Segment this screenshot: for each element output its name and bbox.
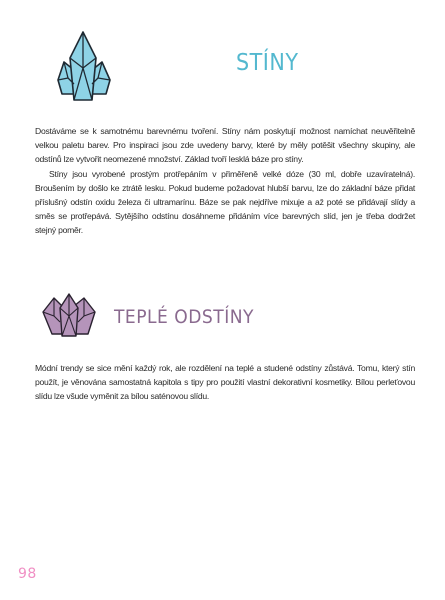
- paragraph: Módní trendy se sice mění každý rok, ale rozdělení na teplé a studené odstíny zůstává. Tomu, který stín použít, je věnována samostatná kapitola s tipy pro použití vlastní dekorativní kosmetiky. Bílou perleťovou slídu lze všude vyměnit za bílou saténovou slídu.: [35, 363, 415, 402]
- page-number: 98: [18, 566, 37, 582]
- section-heading-stiny: STÍNY: [236, 50, 299, 76]
- crystal-purple-icon: [40, 292, 98, 338]
- section-heading-teple-odstiny: TEPLÉ ODSTÍNY: [114, 306, 254, 328]
- paragraph: Dostáváme se k samotnému barevnému tvoření. Stíny nám poskytují možnost namíchat neuvěřitelně velkou paletu barev. Pro inspiraci jsou zde uvedeny barvy, které by měly potěšit všechny skupiny, ale odstínů lze vytvořit neomezené množství. Základ tvoří lesklá báze pro stíny.: [35, 126, 415, 165]
- section-body-teple-odstiny: [35, 361, 415, 404]
- section-body-stiny: [35, 124, 415, 238]
- paragraph: Stíny jsou vyrobené prostým protřepáním v přiměřeně velké dóze (30 ml, dobře uzavíratelná). Broušením by došlo ke ztrátě lesku. Pokud budeme požadovat hlubší barvu, lze do základní báze přidat příslušný odstín oxidu železa či ultramarínu. Báze se pak nejdříve mixuje a až poté se přidávají slídy a směs se protřepává. Sytějšího odstínu dosáhneme přidáním více barevných slíd, jen je třeba dodržet stejný poměr.: [35, 168, 415, 236]
- crystal-blue-icon: [52, 28, 114, 104]
